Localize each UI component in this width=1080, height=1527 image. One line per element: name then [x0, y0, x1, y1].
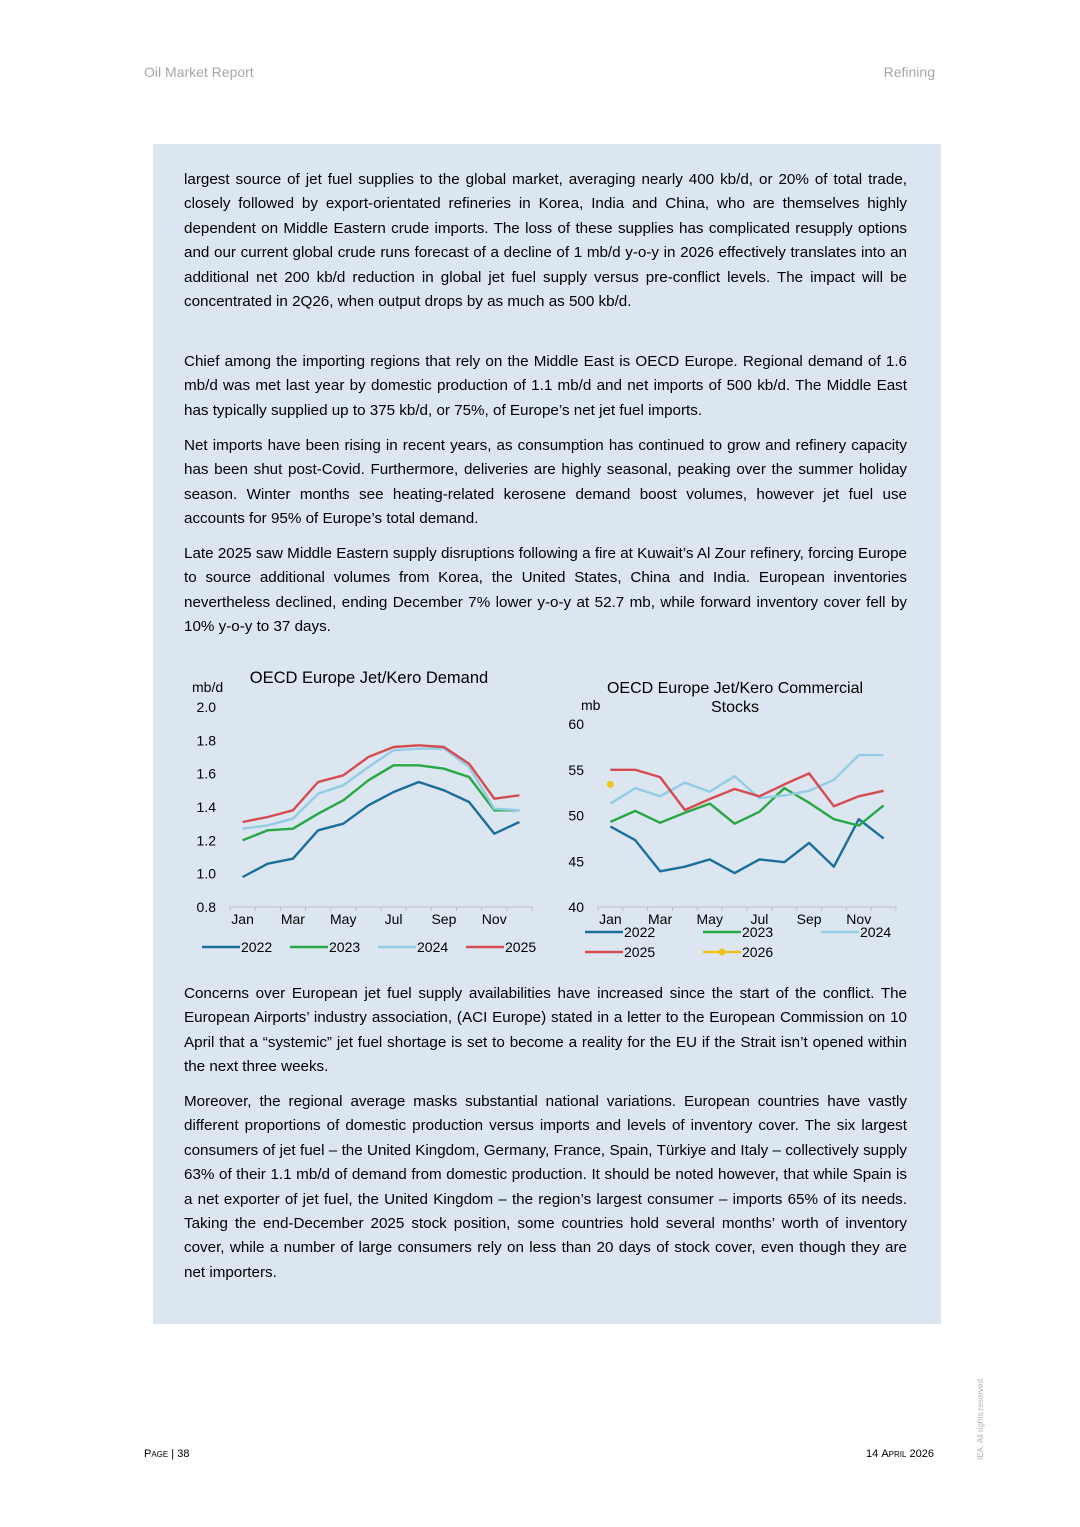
chart-title [607, 680, 863, 716]
rights-notice: IEA. All rights reserved. [976, 1376, 985, 1460]
x-tick-label: Sep [431, 911, 457, 927]
y-tick-label: 1.2 [196, 832, 216, 849]
legend-marker-2026 [719, 949, 726, 956]
legend-label: 2025 [624, 944, 656, 960]
legend-label: 2025 [505, 939, 537, 955]
chart-title: OECD Europe Jet/Kero Demand [249, 669, 489, 687]
y-tick-label: 60 [568, 716, 584, 732]
date-month: April [881, 1448, 907, 1460]
y-tick-label: 1.8 [196, 732, 216, 749]
chart-title-line-2: Stocks [710, 699, 760, 716]
y-tick-label: 1.0 [196, 865, 216, 882]
paragraph-5: Concerns over European jet fuel supply availabilities have increased since the start of the conflict. The European Airports’ industry association, (ACI Europe) stated in a letter to the European Commission on 10 April that a “systemic” jet fuel shortage is set to become a reality for the EU if the Strait isn’t opened within the next three weeks. [184, 985, 907, 1076]
y-tick-label: 45 [568, 853, 584, 870]
report-title: Oil Market Report [144, 64, 254, 80]
legend-label: 2026 [742, 944, 774, 960]
x-tick-label: Nov [846, 911, 872, 927]
y-tick-label: 2.0 [196, 699, 216, 715]
paragraph-4: Late 2025 saw Middle Eastern supply disruptions following a fire at Kuwait’s Al Zour refinery, forcing Europe to source additional volumes from Korea, the United States, China and India. European inventories nevertheless declined, ending December 7% lower y-o-y at 52.7 mb, while forward inventory cover fell by 10% y-o-y to 37 days. [184, 545, 907, 636]
legend-label: 2024 [417, 939, 449, 955]
x-tick-label: Jul [750, 911, 769, 927]
report-date [866, 1448, 934, 1460]
series-point-2026 [607, 781, 614, 788]
stocks-chart [560, 660, 910, 970]
legend-label: 2023 [742, 924, 774, 940]
chart-title-line-1: OECD Europe Jet/Kero Commercial [606, 680, 864, 697]
page-number [144, 1448, 189, 1460]
x-tick-label: Mar [648, 911, 673, 927]
section-title: Refining [883, 64, 935, 80]
y-tick-label: 55 [568, 761, 584, 778]
legend-label: 2022 [624, 924, 656, 940]
x-tick-label: Jan [231, 911, 254, 927]
series-line-2024 [610, 755, 883, 804]
stocks-chart-svg [560, 660, 910, 970]
x-tick-label: Jan [599, 911, 622, 927]
paragraph-6: Moreover, the regional average masks substantial national variations. European countries have vastly different proportions of domestic production versus imports and levels of inventory cover. The six largest consumers of jet fuel – the United Kingdom, Germany, France, Spain, Türkiye and Italy – collectively supply 63% of their 1.1 mb/d of demand from domestic production. It should be noted however, that while Spain is a net exporter of jet fuel, the United Kingdom – the region’s largest consumer – imports 65% of its needs. Taking the end-December 2025 stock position, some countries hold several months’ worth of inventory cover, while a number of large consumers rely on less than 20 days of stock cover, even though they are net importers. [184, 1093, 907, 1281]
x-tick-label: Jul [384, 911, 403, 927]
series-line-2025 [610, 770, 883, 810]
y-tick-label: 0.8 [196, 899, 216, 915]
x-tick-label: Sep [796, 911, 822, 927]
y-axis-label: mb/d [192, 679, 224, 695]
date-year: 2026 [909, 1448, 934, 1460]
legend-label: 2023 [329, 939, 361, 955]
paragraph-3: Net imports have been rising in recent years, as consumption has continued to grow and refinery capacity has been shut post-Covid. Furthermore, deliveries are highly seasonal, peaking over the summer holiday season. Winter months see heating-related kerosene demand boost volumes, however jet fuel use accounts for 95% of Europe’s total demand. [184, 437, 907, 528]
legend-label: 2024 [860, 924, 892, 940]
page-number-value: | 38 [171, 1448, 190, 1460]
x-tick-label: May [696, 911, 723, 927]
y-tick-label: 1.6 [196, 765, 216, 782]
x-tick-label: Mar [280, 911, 305, 927]
paragraph-1: largest source of jet fuel supplies to the global market, averaging nearly 400 kb/d, or 20% of total trade, closely followed by export-orientated refineries in Korea, India and China, who are themselves highly dependent on Middle Eastern crude imports. The loss of these supplies has complicated resupply options and our current global crude runs forecast of a decline of 1 mb/d y-o-y in 2026 effectively translates into an additional net 200 kb/d reduction in global jet fuel supply versus pre-conflict levels. The impact will be concentrated in 2Q26, when output drops by as much as 500 kb/d. [184, 171, 907, 311]
series-line-2022 [610, 819, 883, 873]
x-tick-label: May [330, 911, 357, 927]
demand-chart-svg [180, 660, 560, 970]
paragraph-2: Chief among the importing regions that rely on the Middle East is OECD Europe. Regional demand of 1.6 mb/d was met last year by domestic production of 1.1 mb/d and net imports of 500 kb/d. The Middle East has typically supplied up to 375 kb/d, or 75%, of Europe’s net jet fuel imports. [184, 353, 907, 419]
y-tick-label: 50 [568, 807, 584, 824]
x-tick-label: Nov [481, 911, 507, 927]
y-tick-label: 40 [568, 899, 584, 915]
y-axis-label: mb [581, 697, 601, 713]
legend-label: 2022 [241, 939, 273, 955]
date-day: 14 [866, 1448, 879, 1460]
y-tick-label: 1.4 [196, 799, 216, 815]
page-prefix: Page [144, 1448, 169, 1460]
demand-chart [180, 660, 560, 970]
